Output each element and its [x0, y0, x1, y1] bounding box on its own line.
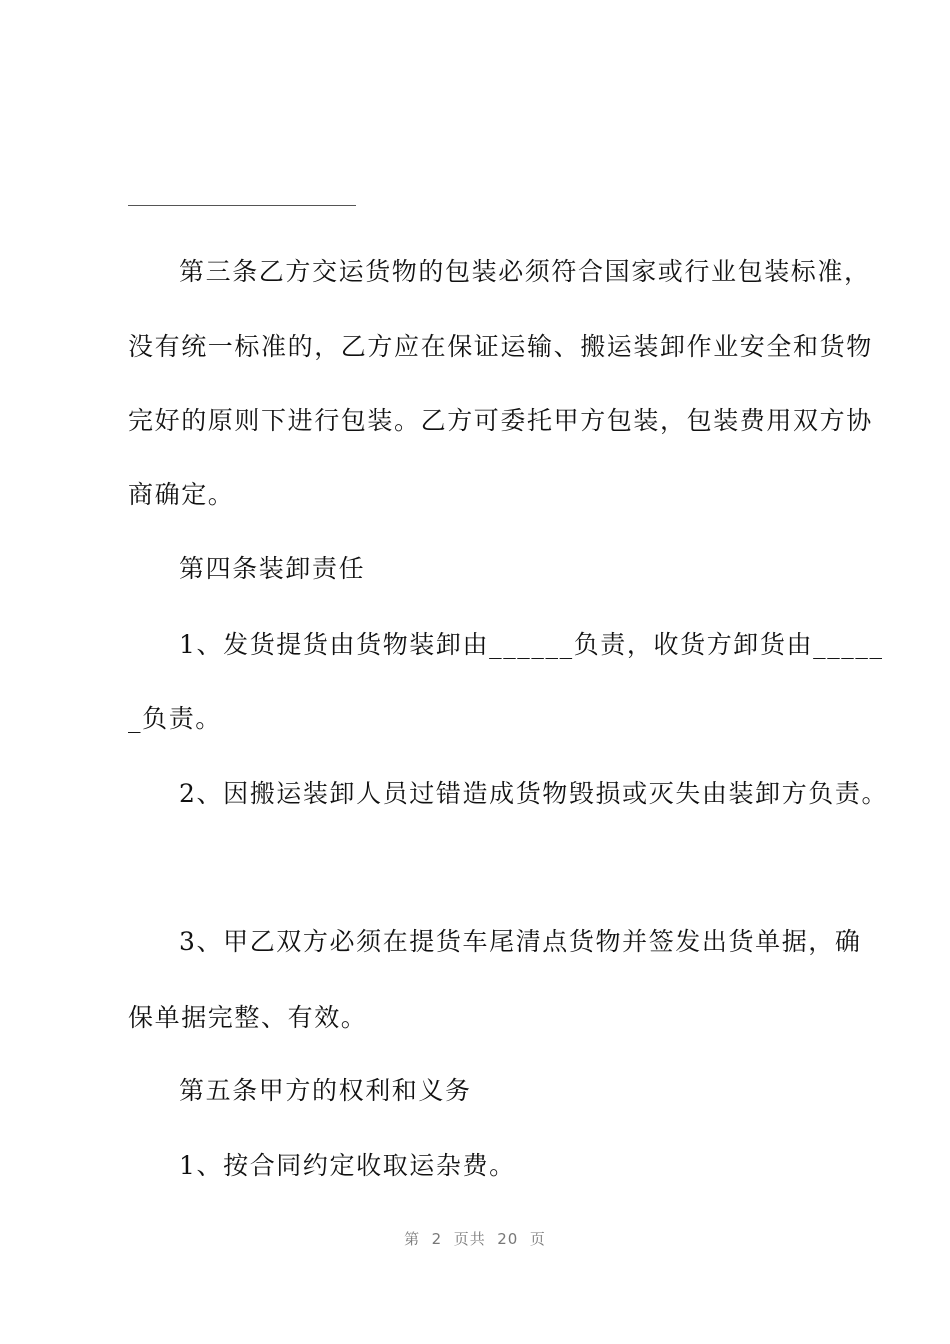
article-3-line-4: 商确定。	[128, 480, 235, 509]
article-3-line-2: 没有统一标准的，乙方应在保证运输、搬运装卸作业安全和货物	[128, 332, 873, 361]
article-4-item-2: 2、因搬运装卸人员过错造成货物毁损或灭失由装卸方负责。	[179, 779, 889, 808]
article-4-item-3-line-1: 3、甲乙双方必须在提货车尾清点货物并签发出货单据，确	[179, 927, 862, 956]
article-4-item-1-line-2: _负责。	[128, 704, 222, 733]
article-4-item-3-line-2: 保单据完整、有效。	[128, 1003, 368, 1032]
article-5-heading: 第五条甲方的权利和义务	[179, 1076, 472, 1105]
article-5-item-1: 1、按合同约定收取运杂费。	[179, 1151, 516, 1180]
article-4-item-1-line-1: 1、发货提货由货物装卸由______负责，收货方卸货由_____	[179, 630, 884, 659]
page-number-footer: 第 2 页共 20 页	[404, 1230, 546, 1248]
top-rule-divider	[128, 205, 356, 206]
article-3-line-3: 完好的原则下进行包装。乙方可委托甲方包装，包装费用双方协	[128, 406, 873, 435]
article-4-heading: 第四条装卸责任	[179, 554, 366, 583]
article-3-line-1: 第三条乙方交运货物的包装必须符合国家或行业包装标准，	[179, 257, 871, 286]
